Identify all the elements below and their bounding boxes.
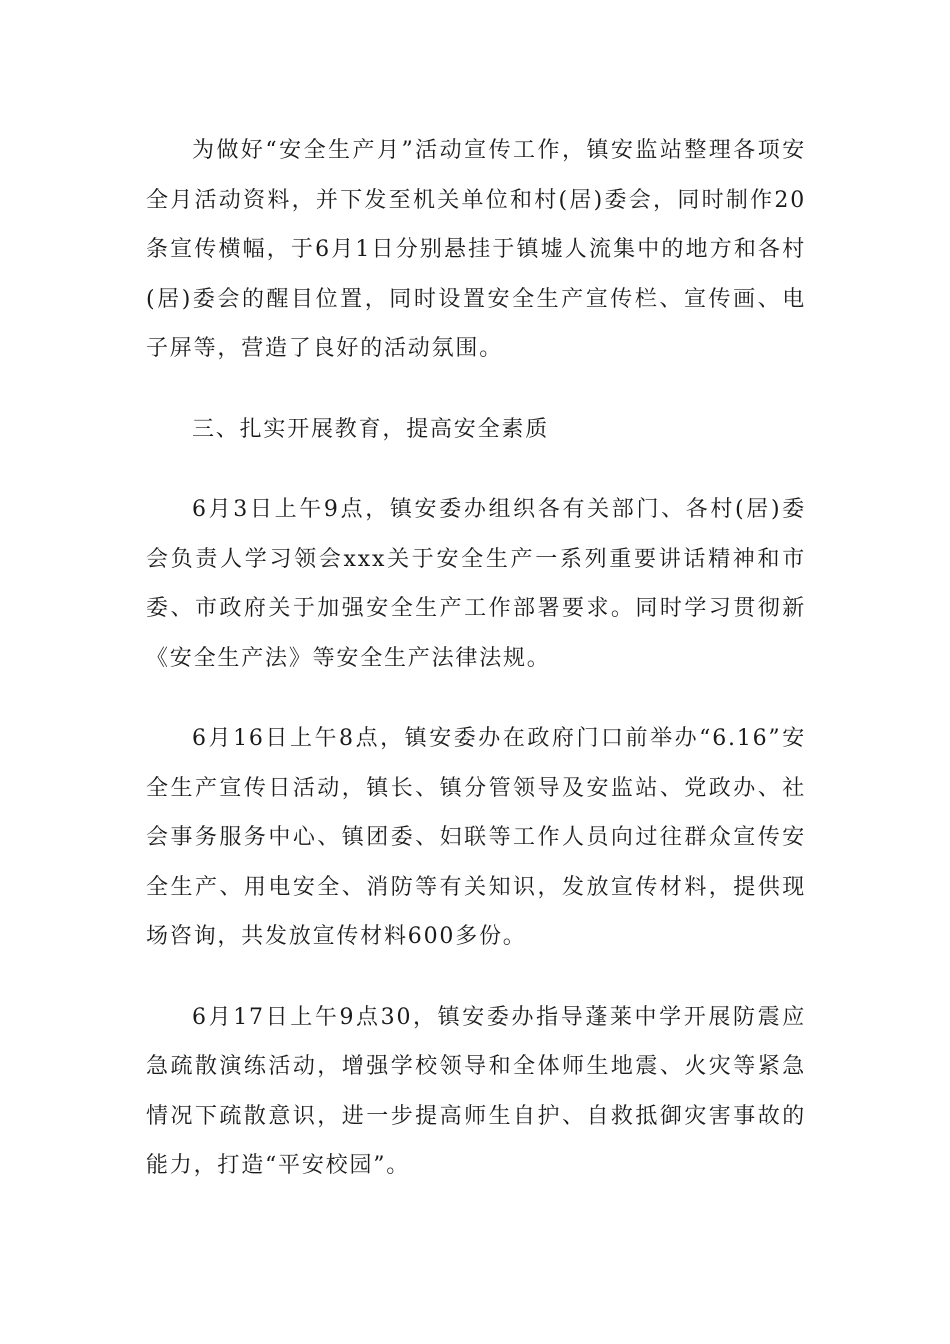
document-body bbox=[146, 126, 806, 1222]
paragraph-june-3: 6月3日上午9点，镇安委办组织各有关部门、各村(居)委会负责人学习领会xxx关于安全生产一系列重要讲话精神和市委、市政府关于加强安全生产工作部署要求。同时学习贯彻新《安全生产法》等安全生产法律法规。 bbox=[146, 497, 806, 671]
section-heading-education: 三、扎实开展教育，提高安全素质 bbox=[192, 416, 550, 442]
paragraph-publicity: 为做好“安全生产月”活动宣传工作，镇安监站整理各项安全月活动资料，并下发至机关单位和村(居)委会，同时制作20条宣传横幅，于6月1日分别悬挂于镇墟人流集中的地方和各村(居)委会的醒目位置，同时设置安全生产宣传栏、宣传画、电子屏等，营造了良好的活动氛围。 bbox=[146, 138, 806, 361]
paragraph-june-16: 6月16日上午8点，镇安委办在政府门口前举办“6.16”安全生产宣传日活动，镇长、镇分管领导及安监站、党政办、社会事务服务中心、镇团委、妇联等工作人员向过往群众宣传安全生产、用电安全、消防等有关知识，发放宣传材料，提供现场咨询，共发放宣传材料600多份。 bbox=[146, 726, 806, 949]
paragraph-june-17: 6月17日上午9点30，镇安委办指导蓬莱中学开展防震应急疏散演练活动，增强学校领导和全体师生地震、火灾等紧急情况下疏散意识，进一步提高师生自护、自救抵御灾害事故的能力，打造“平安校园”。 bbox=[146, 1004, 806, 1178]
